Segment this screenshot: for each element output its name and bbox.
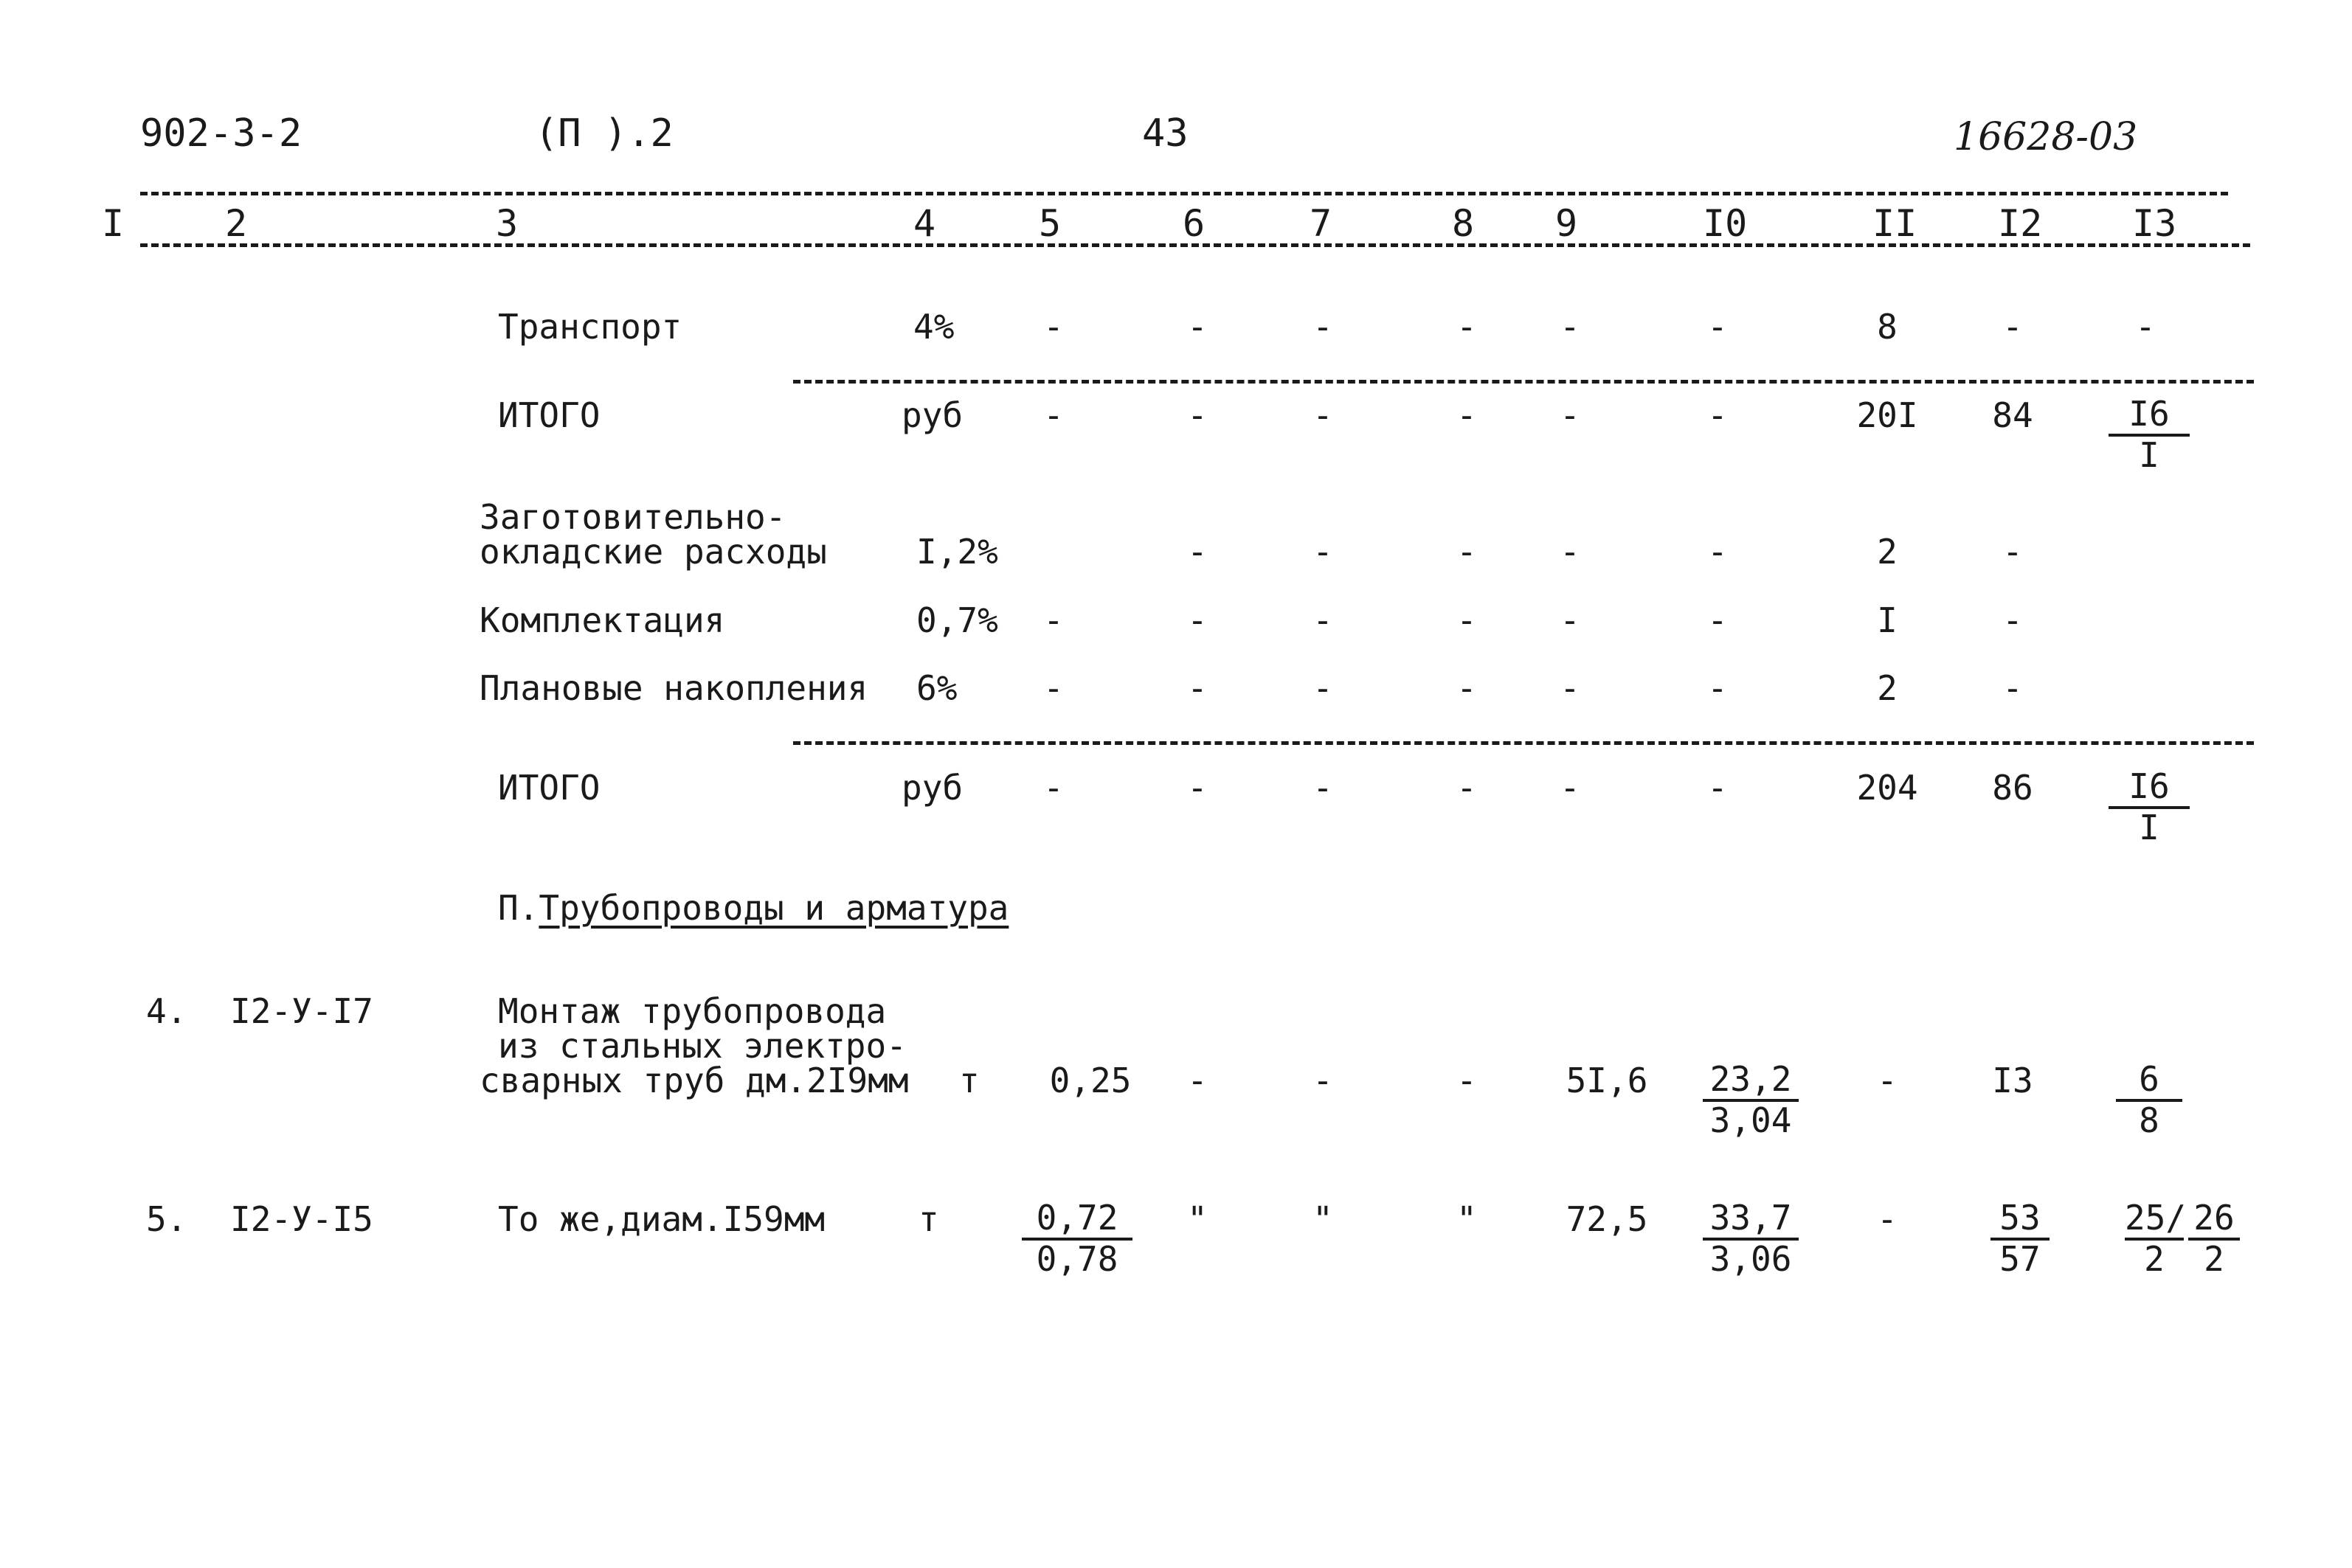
cell-col6: -: [1187, 532, 1208, 572]
cell-col9: -: [1560, 600, 1580, 640]
cell-col5-fraction: [1022, 1198, 1132, 1279]
section-label: (П ).2: [535, 111, 674, 156]
cell-col5: -: [1043, 307, 1064, 347]
cell-col10: -: [1707, 768, 1728, 808]
item-name-line1: Монтаж трубопровода: [498, 991, 887, 1031]
cell-col5: 0,25: [1049, 1061, 1132, 1100]
cell-col8: -: [1456, 395, 1477, 435]
item-name-line3: сварных труб дм.2I9мм: [480, 1061, 909, 1100]
section-title: Трубопроводы и арматура: [539, 888, 1009, 928]
cell-col7: -: [1312, 668, 1333, 708]
cell-col13a-fraction: [2125, 1198, 2187, 1279]
row-unit: 6%: [916, 668, 958, 708]
cell-col10: -: [1707, 307, 1728, 347]
fraction-denominator: I: [2139, 435, 2159, 475]
cell-col10: -: [1707, 668, 1728, 708]
cell-col11: -: [1877, 1199, 1898, 1239]
item-unit: т: [959, 1061, 980, 1100]
column-number: 9: [1555, 202, 1578, 245]
item-unit: т: [919, 1199, 939, 1239]
cell-col11: 2: [1877, 668, 1898, 708]
item-number: 5.: [146, 1199, 187, 1239]
cell-col7: -: [1312, 395, 1333, 435]
cell-col12: 84: [1992, 395, 2033, 435]
cell-col8: -: [1456, 768, 1477, 808]
cell-col11: 2: [1877, 532, 1898, 572]
cell-col6: -: [1187, 307, 1208, 347]
column-number: I0: [1703, 202, 1748, 245]
cell-col11: 20I: [1856, 395, 1918, 435]
cell-col7: -: [1312, 532, 1333, 572]
item-code: I2-У-I7: [230, 991, 373, 1031]
cell-col5: -: [1043, 395, 1064, 435]
row-unit: 0,7%: [916, 600, 998, 640]
cell-col10: -: [1707, 600, 1728, 640]
header-rule-top: [140, 192, 2228, 195]
cell-col6: -: [1187, 668, 1208, 708]
cell-col8: -: [1456, 600, 1477, 640]
cell-col9: -: [1560, 768, 1580, 808]
fraction-numerator: I6: [2109, 769, 2190, 809]
section-heading: [498, 888, 1009, 928]
cell-col12: 86: [1992, 768, 2033, 808]
cell-col9: 5I,6: [1566, 1061, 1648, 1100]
cell-col12: -: [2002, 668, 2023, 708]
cell-col12: -: [2002, 532, 2023, 572]
cell-col8: ": [1456, 1199, 1477, 1239]
cell-col5: -: [1043, 600, 1064, 640]
cell-col12: I3: [1992, 1061, 2033, 1100]
cell-col5: -: [1043, 768, 1064, 808]
cell-col11: -: [1877, 1061, 1898, 1100]
cell-col8: -: [1456, 668, 1477, 708]
subtotal-rule-1: [793, 380, 2254, 384]
cell-col12-fraction: [1990, 1198, 2050, 1279]
column-number: II: [1872, 202, 1917, 245]
cell-col9: 72,5: [1566, 1199, 1648, 1239]
column-number: I2: [1998, 202, 2043, 245]
cell-col7: -: [1312, 1061, 1333, 1100]
cell-col8: -: [1456, 307, 1477, 347]
fraction-numerator: 23,2: [1703, 1062, 1799, 1102]
cell-col6: -: [1187, 1061, 1208, 1100]
item-number: 4.: [146, 991, 187, 1031]
column-number: 2: [225, 202, 248, 245]
cell-col13: -: [2135, 307, 2156, 347]
fraction-numerator: I6: [2109, 397, 2190, 437]
fraction-denominator: 2: [2204, 1239, 2224, 1279]
cell-col11: 8: [1877, 307, 1898, 347]
cell-col11: 204: [1856, 768, 1918, 808]
row-name-line2: окладские расходы: [480, 532, 827, 572]
cell-col6: -: [1187, 395, 1208, 435]
cell-col7: ": [1312, 1199, 1333, 1239]
item-code: I2-У-I5: [230, 1199, 373, 1239]
cell-col9: -: [1560, 307, 1580, 347]
cell-col8: -: [1456, 1061, 1477, 1100]
cell-col11: I: [1877, 600, 1898, 640]
column-number: 7: [1310, 202, 1332, 245]
fraction-numerator: 25/: [2125, 1201, 2184, 1241]
column-number: 8: [1452, 202, 1475, 245]
item-name: То же,диам.I59мм: [498, 1199, 826, 1239]
document-code: 902-3-2: [140, 111, 302, 156]
column-number: I: [102, 202, 125, 245]
fraction-denominator: 0,78: [1036, 1239, 1118, 1279]
page-number: 43: [1142, 111, 1189, 156]
column-number: 5: [1039, 202, 1062, 245]
fraction-denominator: I: [2139, 808, 2159, 847]
cell-col7: -: [1312, 307, 1333, 347]
cell-col8: -: [1456, 532, 1477, 572]
document-number: 16628-03: [1954, 115, 2138, 159]
row-unit: руб: [902, 768, 964, 808]
fraction-denominator: 8: [2139, 1100, 2159, 1140]
cell-col12: -: [2002, 600, 2023, 640]
column-number: 4: [913, 202, 936, 245]
row-unit: руб: [902, 395, 964, 435]
cell-col13-fraction: [2109, 394, 2190, 475]
cell-col5: -: [1043, 668, 1064, 708]
row-name: Транспорт: [498, 307, 682, 347]
cell-col10: -: [1707, 532, 1728, 572]
fraction-denominator: 2: [2144, 1239, 2165, 1279]
subtotal-rule-2: [793, 741, 2254, 745]
column-number: 6: [1183, 202, 1206, 245]
cell-col13b-fraction: [2188, 1198, 2240, 1279]
fraction-numerator: 6: [2116, 1062, 2182, 1102]
cell-col10: -: [1707, 395, 1728, 435]
cell-col9: -: [1560, 668, 1580, 708]
row-unit: 4%: [913, 307, 955, 347]
fraction-numerator: 0,72: [1022, 1201, 1132, 1241]
fraction-numerator: 33,7: [1703, 1201, 1799, 1241]
row-name: ИТОГО: [498, 768, 601, 808]
cell-col7: -: [1312, 600, 1333, 640]
cell-col13-fraction: [2109, 766, 2190, 847]
fraction-numerator: 26: [2188, 1201, 2240, 1241]
fraction-numerator: 53: [1990, 1201, 2050, 1241]
column-number: I3: [2132, 202, 2177, 245]
cell-col6: -: [1187, 768, 1208, 808]
item-name-line2: из стальных электро-: [498, 1026, 907, 1066]
section-prefix: П.: [498, 888, 539, 928]
cell-col9: -: [1560, 395, 1580, 435]
fraction-denominator: 3,04: [1709, 1100, 1792, 1140]
cell-col7: -: [1312, 768, 1333, 808]
cell-col6: -: [1187, 600, 1208, 640]
fraction-denominator: 3,06: [1709, 1239, 1792, 1279]
cell-col10-fraction: [1703, 1059, 1799, 1140]
fraction-denominator: 57: [1999, 1239, 2041, 1279]
column-number: 3: [496, 202, 519, 245]
cell-col6: ": [1187, 1199, 1208, 1239]
row-name: ИТОГО: [498, 395, 601, 435]
row-name-line1: Заготовительно-: [480, 497, 786, 537]
cell-col12: -: [2002, 307, 2023, 347]
row-name: Комплектация: [480, 600, 725, 640]
cell-col13-fraction: [2116, 1059, 2182, 1140]
cell-col10-fraction: [1703, 1198, 1799, 1279]
cell-col9: -: [1560, 532, 1580, 572]
row-unit: I,2%: [916, 532, 998, 572]
row-name: Плановые накопления: [480, 668, 868, 708]
